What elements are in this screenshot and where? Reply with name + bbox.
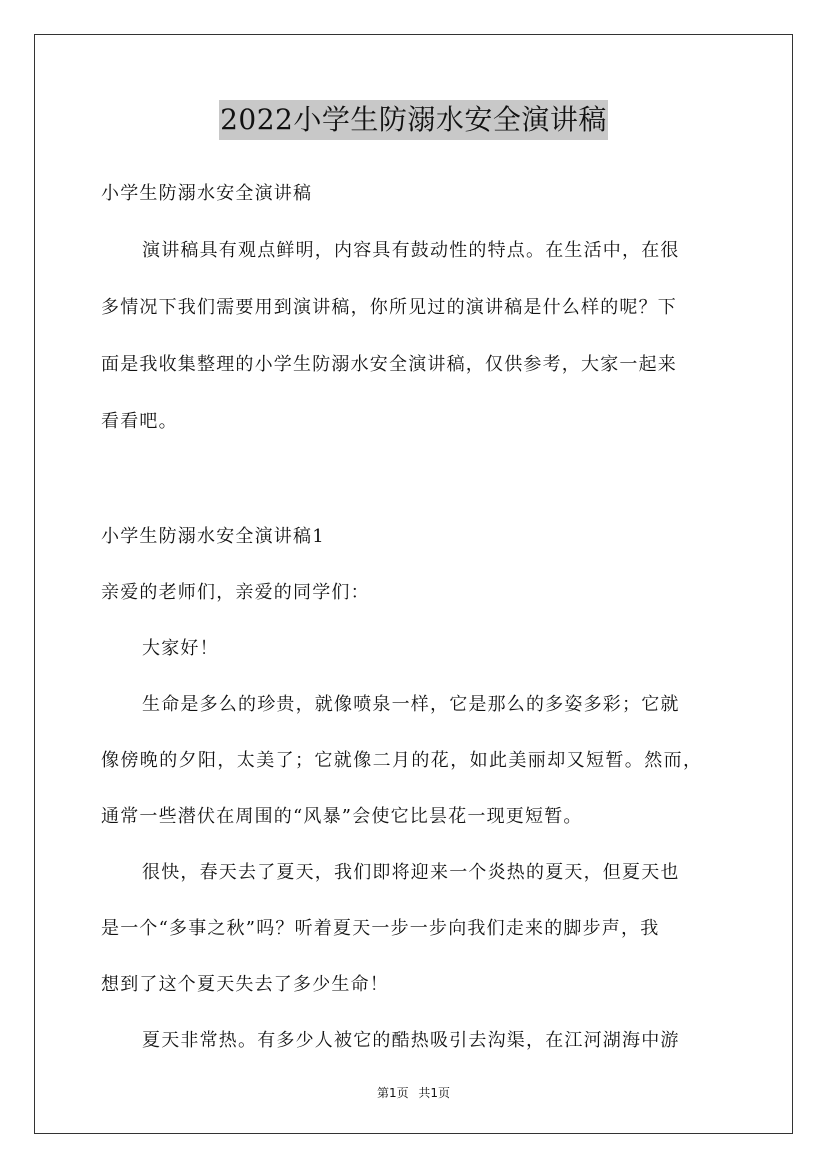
paragraph-line: 夏天非常热。有多少人被它的酷热吸引去沟渠，在江河湖海中游 xyxy=(142,1030,680,1051)
page-footer xyxy=(0,1084,827,1101)
paragraph-line: 像傍晚的夕阳，太美了；它就像二月的花，如此美丽却又短暂。然而， xyxy=(101,750,703,771)
greeting: 大家好！ xyxy=(142,638,219,659)
paragraph-line: 是一个“多事之秋”吗？听着夏天一步一步向我们走来的脚步声，我 xyxy=(101,918,660,939)
document-title: 2022小学生防溺水安全演讲稿 xyxy=(219,100,608,140)
section-heading: 小学生防溺水安全演讲稿1 xyxy=(101,526,325,547)
paragraph-line: 很快，春天去了夏天，我们即将迎来一个炎热的夏天，但夏天也 xyxy=(142,862,680,883)
document-title-wrapper xyxy=(0,100,827,140)
page-number: 第1页 xyxy=(376,1086,409,1100)
salutation: 亲爱的老师们，亲爱的同学们： xyxy=(101,582,370,603)
intro-line: 看看吧。 xyxy=(101,411,178,432)
intro-line: 面是我收集整理的小学生防溺水安全演讲稿，仅供参考，大家一起来 xyxy=(101,354,677,375)
intro-line: 演讲稿具有观点鲜明，内容具有鼓动性的特点。在生活中，在很 xyxy=(142,240,680,261)
paragraph-line: 通常一些潜伏在周围的“风暴”会使它比昙花一现更短暂。 xyxy=(101,806,583,827)
paragraph-line: 生命是多么的珍贵，就像喷泉一样，它是那么的多姿多彩；它就 xyxy=(142,694,680,715)
document-body xyxy=(101,174,741,1061)
page-total: 共1页 xyxy=(418,1086,451,1100)
intro-line: 多情况下我们需要用到演讲稿，你所见过的演讲稿是什么样的呢？下 xyxy=(101,297,677,318)
document-heading: 小学生防溺水安全演讲稿 xyxy=(101,183,313,204)
paragraph-line: 想到了这个夏天失去了多少生命！ xyxy=(101,974,389,995)
